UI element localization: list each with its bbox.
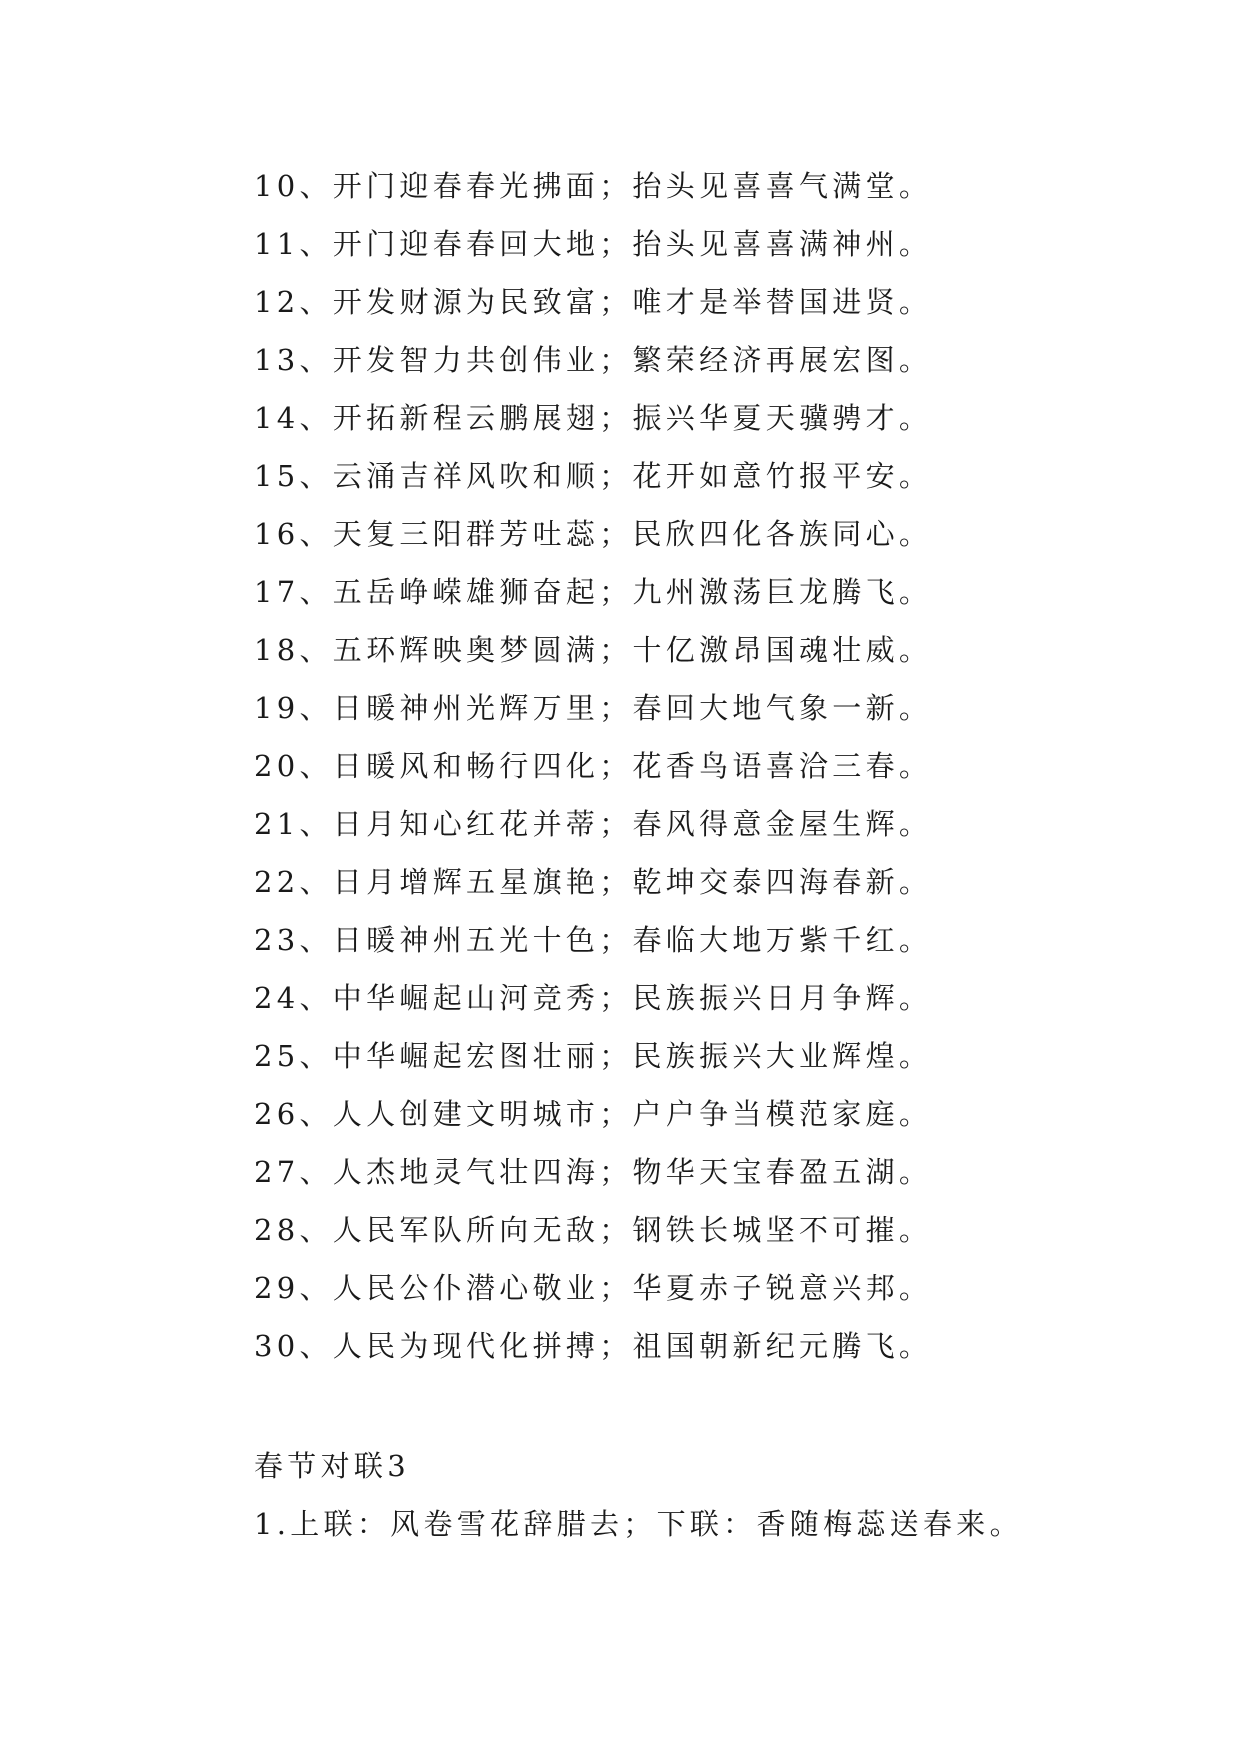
couplet-line: 17、五岳峥嵘雄狮奋起；九州激荡巨龙腾飞。 [254, 575, 933, 609]
couplet-line: 14、开拓新程云鹏展翅；振兴华夏天骥骋才。 [254, 401, 933, 435]
couplet-list [254, 157, 1154, 1375]
couplet-line: 19、日暖神州光辉万里；春回大地气象一新。 [254, 691, 933, 725]
section-couplet-line: 1.上联：风卷雪花辞腊去；下联：香随梅蕊送春来。 [254, 1507, 1023, 1541]
couplet-line: 23、日暖神州五光十色；春临大地万紫千红。 [254, 923, 933, 957]
couplet-line: 11、开门迎春春回大地；抬头见喜喜满神州。 [254, 227, 933, 261]
couplet-line: 16、天复三阳群芳吐蕊；民欣四化各族同心。 [254, 517, 933, 551]
couplet-line: 22、日月增辉五星旗艳；乾坤交泰四海春新。 [254, 865, 933, 899]
couplet-line: 10、开门迎春春光拂面；抬头见喜喜气满堂。 [254, 169, 933, 203]
couplet-line: 30、人民为现代化拼搏；祖国朝新纪元腾飞。 [254, 1329, 933, 1363]
couplet-line: 20、日暖风和畅行四化；花香鸟语喜洽三春。 [254, 749, 933, 783]
section-heading: 春节对联3 [254, 1449, 410, 1483]
couplet-line: 21、日月知心红花并蒂；春风得意金屋生辉。 [254, 807, 933, 841]
couplet-line: 29、人民公仆潜心敬业；华夏赤子锐意兴邦。 [254, 1271, 933, 1305]
couplet-line: 18、五环辉映奥梦圆满；十亿激昂国魂壮威。 [254, 633, 933, 667]
couplet-line: 27、人杰地灵气壮四海；物华天宝春盈五湖。 [254, 1155, 933, 1189]
couplet-line: 13、开发智力共创伟业；繁荣经济再展宏图。 [254, 343, 933, 377]
couplet-line: 12、开发财源为民致富；唯才是举替国进贤。 [254, 285, 933, 319]
couplet-line: 15、云涌吉祥风吹和顺；花开如意竹报平安。 [254, 459, 933, 493]
couplet-line: 24、中华崛起山河竞秀；民族振兴日月争辉。 [254, 981, 933, 1015]
couplet-line: 26、人人创建文明城市；户户争当模范家庭。 [254, 1097, 933, 1131]
couplet-line: 25、中华崛起宏图壮丽；民族振兴大业辉煌。 [254, 1039, 933, 1073]
couplet-line: 28、人民军队所向无敌；钢铁长城坚不可摧。 [254, 1213, 933, 1247]
